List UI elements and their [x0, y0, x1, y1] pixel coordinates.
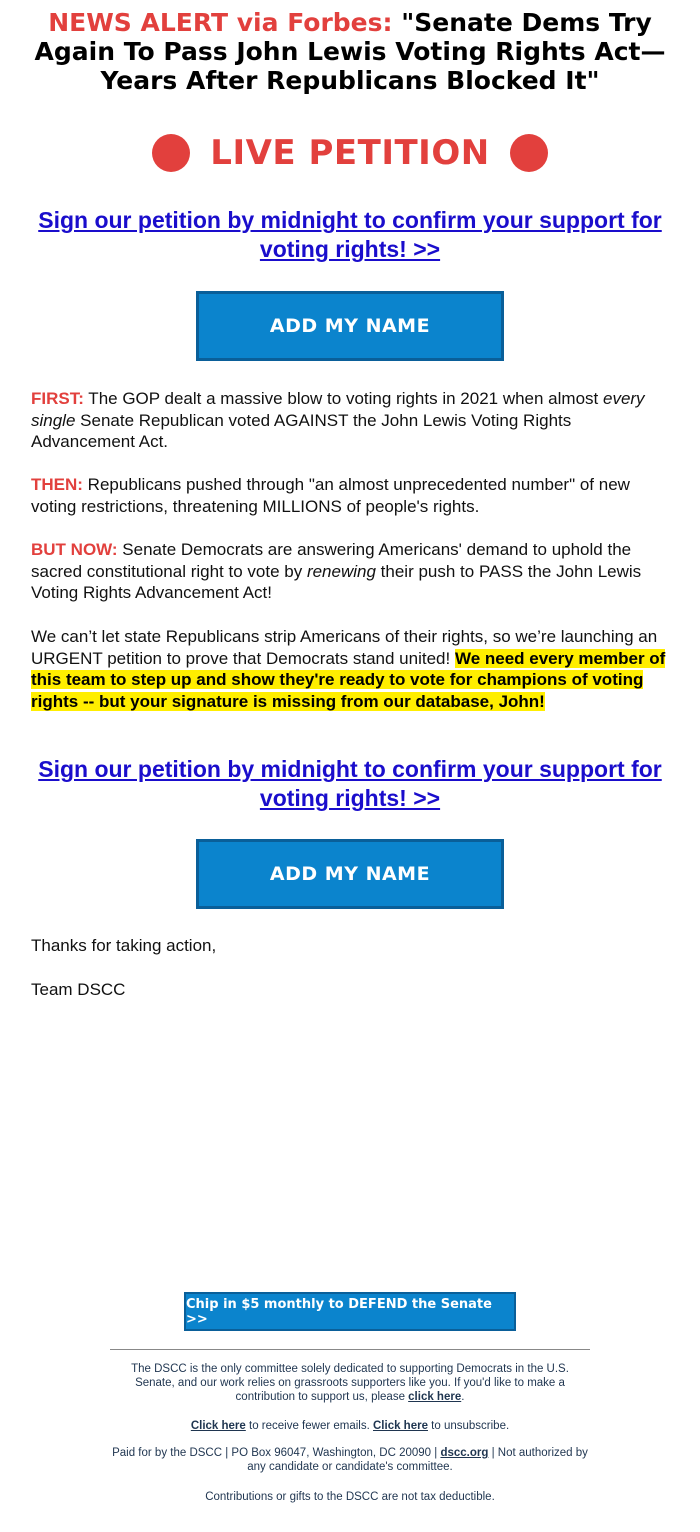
unsubscribe-text: to unsubscribe. [427, 1420, 510, 1432]
footer-tax-note: Contributions or gifts to the DSCC are not tax deductible. [205, 1491, 495, 1503]
paragraph-but-now [31, 539, 676, 604]
live-petition-banner [0, 128, 700, 178]
headline [20, 8, 680, 95]
label-then: THEN: [31, 475, 83, 494]
headline-quote: "Senate Dems Try Again To Pass John Lewis Voting Rights Act—Years After Republicans Blocked It" [34, 8, 666, 95]
contribute-link[interactable]: click here [408, 1391, 462, 1403]
paid-for-end: | Not authorized by any candidate or candidate's committee. [247, 1447, 588, 1473]
petition-link-top[interactable]: Sign our petition by midnight to confirm your support for voting rights! >> [38, 207, 662, 262]
highlighted-text: We need every member of this team to step up and show they're ready to vote for champions of voting rights -- but your signature is missing from our database, John! [31, 648, 666, 711]
paragraph-first-text-1: The GOP dealt a massive blow to voting rights in 2021 when almost [83, 389, 603, 408]
footer-email-prefs [110, 1419, 590, 1433]
paragraph-first-text-2: Senate Republican voted AGAINST the John Lewis Voting Rights Advancement Act. [31, 410, 572, 451]
add-my-name-button-top[interactable]: ADD MY NAME [196, 291, 504, 361]
paragraph-urgent-text: We can’t let state Republicans strip Americans of their rights, so we’re launching an URGENT petition to prove that Democrats stand united! [31, 627, 658, 668]
signoff-thanks: Thanks for taking action, [31, 936, 217, 955]
signoff-team: Team DSCC [31, 980, 126, 999]
live-petition-text: LIVE PETITION [210, 133, 490, 173]
footer-about-text: The DSCC is the only committee solely dedicated to supporting Democrats in the U.S. Senate, and our work relies on grassroots supporters like you. If you'd like to make a contribution to support us, please [131, 1363, 569, 1403]
paragraph-first-emphasis: every single [31, 389, 645, 430]
paragraph-but-now-emphasis: renewing [306, 561, 376, 581]
headline-lead: NEWS ALERT via Forbes: [48, 8, 393, 37]
footer-paid-for [110, 1446, 590, 1474]
paragraph-urgent [31, 626, 676, 712]
paragraph-but-now-text-1: Senate Democrats are answering Americans' demand to uphold the sacred constitutional right to vote by [31, 540, 632, 581]
label-first: FIRST: [31, 389, 84, 408]
footer-about-end: . [461, 1391, 465, 1403]
red-dot-icon [510, 134, 548, 172]
red-dot-icon [152, 134, 190, 172]
petition-link-bottom[interactable]: Sign our petition by midnight to confirm your support for voting rights! >> [38, 756, 662, 811]
paragraph-then [31, 474, 676, 517]
chip-in-button[interactable]: Chip in $5 monthly to DEFEND the Senate >> [184, 1292, 516, 1331]
paragraph-first [31, 388, 676, 453]
fewer-emails-text: to receive fewer emails. [245, 1420, 373, 1432]
paid-for-text: Paid for by the DSCC | PO Box 96047, Washington, DC 20090 | [112, 1447, 441, 1459]
paragraph-then-text: Republicans pushed through "an almost unprecedented number" of new voting restrictions, threatening MILLIONS of people's rights. [31, 475, 630, 516]
footer-divider [110, 1349, 590, 1350]
paragraph-but-now-text-2: their push to PASS the John Lewis Voting Rights Advancement Act! [31, 561, 642, 602]
fewer-emails-link[interactable]: Click here [190, 1420, 246, 1432]
label-but-now: BUT NOW: [31, 540, 118, 559]
add-my-name-button-bottom[interactable]: ADD MY NAME [196, 839, 504, 909]
footer-about [110, 1362, 590, 1404]
unsubscribe-link[interactable]: Click here [373, 1420, 428, 1432]
dscc-site-link[interactable]: dscc.org [440, 1447, 489, 1459]
